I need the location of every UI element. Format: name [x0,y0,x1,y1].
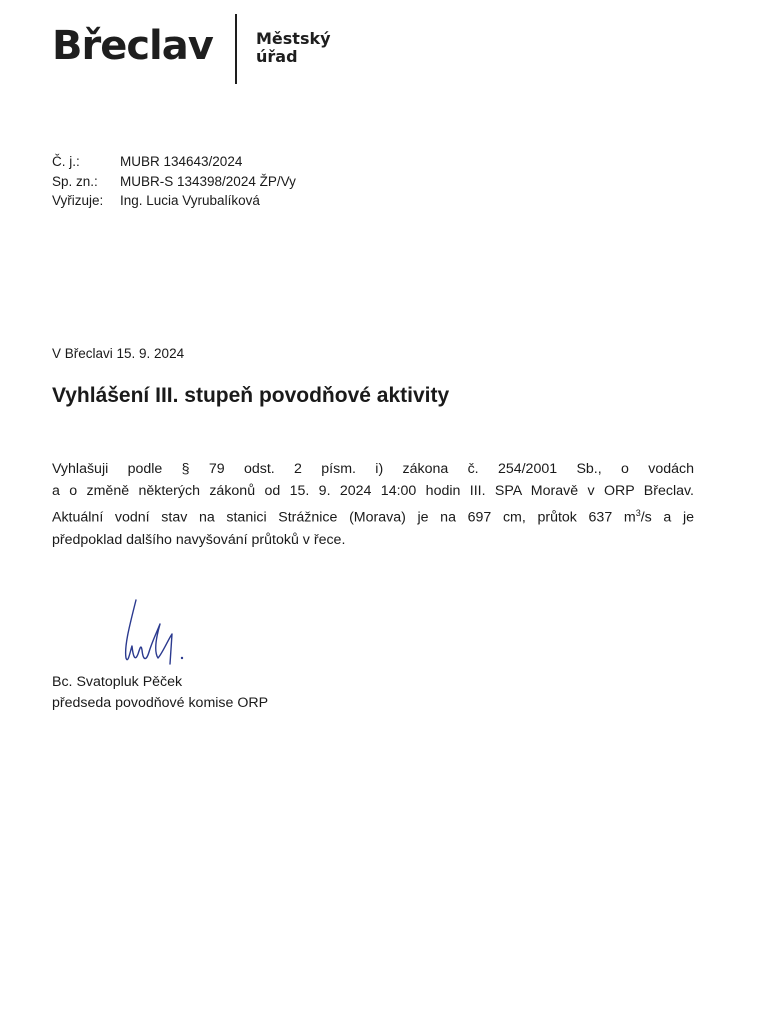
file-mark-value: MUBR-S 134398/2024 ŽP/Vy [120,173,296,189]
place-date: V Břeclavi 15. 9. 2024 [52,346,185,361]
body-line: předpoklad dalšího navyšování průtoků v řece. [52,532,346,549]
city-logo: Břeclav [52,23,213,69]
handled-by-row [52,191,296,211]
reference-row [52,152,296,172]
handwritten-signature [116,594,196,670]
letterhead [52,14,372,86]
file-mark-label: Sp. zn.: [52,173,98,189]
file-mark-row [52,172,296,192]
declaration-body [52,458,694,552]
reference-value: MUBR 134643/2024 [120,154,243,169]
office-name-line1: Městský [256,29,331,48]
body-line: Vyhlašuji podle § 79 odst. 2 písm. i) zákona č. 254/2001 Sb., o vodách [52,461,694,477]
body-line-part: /s a je [640,510,694,527]
signatory-block [52,672,268,714]
body-line [52,502,694,529]
logo-divider [235,14,237,84]
reference-label: Č. j.: [52,154,80,169]
office-name-line2: úřad [256,47,298,66]
office-name [256,30,366,66]
body-line: a o změně některých zákonů od 15. 9. 2024 14:00 hodin III. SPA Moravě v ORP Břeclav. [52,483,694,500]
handled-by-value: Ing. Lucia Vyrubalíková [120,193,260,208]
reference-block [52,152,296,211]
document-heading: Vyhlášení III. stupeň povodňové aktivity [52,384,450,407]
body-line-part: Aktuální vodní stav na stanici Strážnice (Morava) je na 697 cm, průtok 637 m [52,510,636,527]
signatory-title: předseda povodňové komise ORP [52,695,269,711]
unit-superscript: 3 [635,508,641,519]
handled-by-label: Vyřizuje: [52,193,104,208]
signatory-name: Bc. Svatopluk Pěček [52,674,183,690]
